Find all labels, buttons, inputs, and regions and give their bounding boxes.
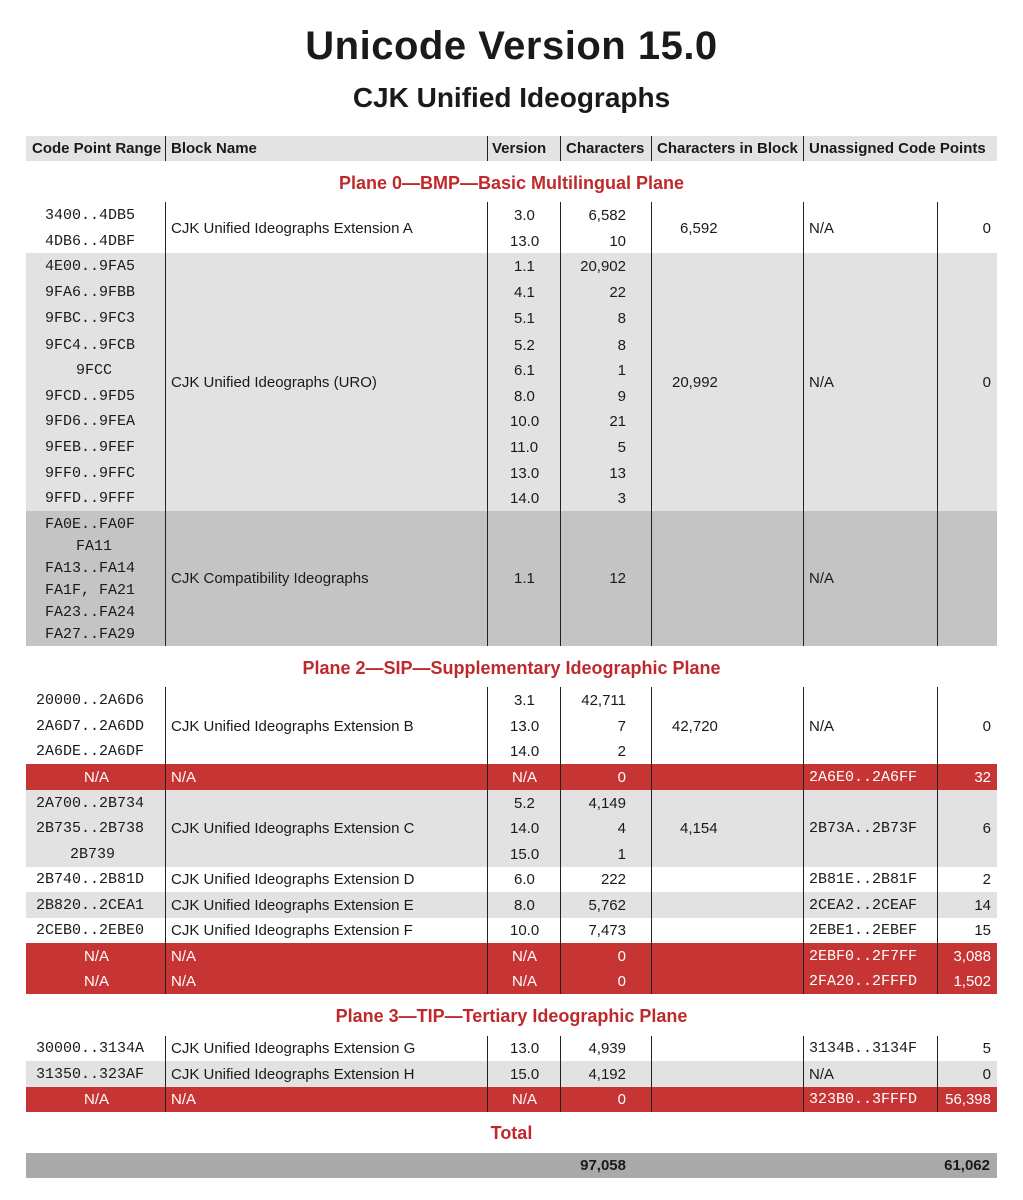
code-range: 4E00..9FA5 [45, 258, 136, 275]
code-range: 4DB6..4DBF [45, 233, 136, 250]
version: N/A [512, 973, 538, 990]
unassigned-range: 2EBF0..2F7FF [809, 948, 918, 965]
version: 8.0 [514, 388, 535, 405]
code-range: N/A [84, 1091, 110, 1108]
code-range: 9FF0..9FFC [45, 465, 136, 482]
code-range: FA1F, FA21 [45, 582, 136, 599]
unassigned-range: 2B73A..2B73F [809, 820, 918, 837]
characters-in-block: 20,992 [672, 374, 718, 391]
block-name: CJK Unified Ideographs Extension D [171, 871, 415, 888]
col-divider [165, 136, 166, 161]
block-name: CJK Unified Ideographs Extension H [171, 1066, 415, 1083]
col-divider [803, 1036, 804, 1112]
block-name: CJK Unified Ideographs Extension B [171, 718, 414, 735]
code-range: N/A [84, 973, 110, 990]
col-divider [937, 202, 938, 646]
version: 13.0 [510, 718, 540, 735]
col-version: Version [492, 140, 547, 157]
code-range: 9FBC..9FC3 [45, 310, 136, 327]
code-range: 9FCD..9FD5 [45, 388, 136, 405]
code-range: 2B739 [70, 846, 116, 863]
unassigned-range: 323B0..3FFFD [809, 1091, 918, 1108]
characters: 3 [617, 490, 626, 507]
code-range: FA0E..FA0F [45, 516, 136, 533]
col-block-name: Block Name [171, 140, 257, 157]
characters: 13 [609, 465, 626, 482]
page-title: Unicode Version 15.0 [305, 24, 718, 68]
unassigned-range: N/A [809, 718, 835, 735]
characters: 4,192 [588, 1066, 626, 1083]
unassigned-range: 2EBE1..2EBEF [809, 922, 918, 939]
unassigned-count: 14 [974, 897, 991, 914]
characters: 0 [617, 948, 626, 965]
code-range: N/A [84, 948, 110, 965]
unassigned-count: 0 [982, 718, 991, 735]
code-range: 30000..3134A [36, 1040, 145, 1057]
characters: 42,711 [581, 692, 626, 709]
version: 15.0 [510, 1066, 540, 1083]
unassigned-range: 2CEA2..2CEAF [809, 897, 918, 914]
unassigned-range: 2FA20..2FFFD [809, 973, 918, 990]
unassigned-range: N/A [809, 374, 835, 391]
code-range: 9FD6..9FEA [45, 413, 136, 430]
version: 3.0 [514, 207, 535, 224]
unassigned-count: 15 [974, 922, 991, 939]
col-divider [651, 136, 652, 161]
characters: 2 [617, 743, 626, 760]
version: 14.0 [510, 743, 540, 760]
version: N/A [512, 1091, 538, 1108]
characters: 5 [617, 439, 626, 456]
characters: 4 [617, 820, 626, 837]
col-divider [487, 202, 488, 646]
characters: 22 [609, 284, 626, 301]
col-divider [803, 136, 804, 161]
unassigned-count: 0 [982, 220, 991, 237]
total-label: Total [490, 1123, 533, 1143]
characters: 4,149 [588, 795, 626, 812]
code-range: FA27..FA29 [45, 626, 136, 643]
characters: 10 [609, 233, 626, 250]
version: N/A [512, 948, 538, 965]
col-divider [560, 136, 561, 161]
block-name: CJK Unified Ideographs Extension E [171, 897, 414, 914]
version: 1.1 [514, 258, 535, 275]
col-divider [803, 687, 804, 994]
col-divider [165, 202, 166, 646]
unassigned-count: 3,088 [953, 948, 991, 965]
block-name: N/A [171, 973, 197, 990]
version: 14.0 [510, 820, 540, 837]
block-name: N/A [171, 948, 197, 965]
characters-in-block: 42,720 [672, 718, 718, 735]
characters: 6,582 [588, 207, 626, 224]
version: 5.2 [514, 795, 535, 812]
block-name: CJK Unified Ideographs Extension C [171, 820, 415, 837]
block-name: CJK Unified Ideographs Extension G [171, 1040, 416, 1057]
code-range: 3400..4DB5 [45, 207, 136, 224]
unassigned-range: 2A6E0..2A6FF [809, 769, 918, 786]
total-bar [26, 1153, 997, 1178]
code-range: FA13..FA14 [45, 560, 136, 577]
col-divider [803, 202, 804, 646]
version: 8.0 [514, 897, 535, 914]
characters: 7,473 [588, 922, 626, 939]
code-range: 20000..2A6D6 [36, 692, 145, 709]
block-name: CJK Unified Ideographs (URO) [171, 374, 377, 391]
version: 6.1 [514, 362, 535, 379]
col-divider [651, 687, 652, 994]
characters: 21 [609, 413, 626, 430]
total-characters: 97,058 [580, 1157, 626, 1174]
characters: 222 [600, 871, 626, 888]
version: 14.0 [510, 490, 540, 507]
col-code-point-range: Code Point Range [32, 140, 162, 157]
code-range: 2A6DE..2A6DF [36, 743, 145, 760]
characters: 5,762 [588, 897, 626, 914]
plane-0-title: Plane 0—BMP—Basic Multilingual Plane [338, 173, 685, 193]
unassigned-count: 1,502 [953, 973, 991, 990]
version: 5.2 [514, 337, 535, 354]
unassigned-count: 6 [982, 820, 991, 837]
unassigned-range: N/A [809, 1066, 835, 1083]
version: 15.0 [510, 846, 540, 863]
code-range: 2CEB0..2EBE0 [36, 922, 145, 939]
version: 10.0 [510, 413, 540, 430]
page-subtitle: CJK Unified Ideographs [352, 82, 671, 113]
characters: 0 [617, 1091, 626, 1108]
unassigned-range: 2B81E..2B81F [809, 871, 918, 888]
code-range: FA23..FA24 [45, 604, 136, 621]
unassigned-count: 0 [982, 374, 991, 391]
unassigned-range: N/A [809, 220, 835, 237]
code-range: 2B820..2CEA1 [36, 897, 145, 914]
code-range: FA11 [76, 538, 113, 555]
code-range: 2A700..2B734 [36, 795, 145, 812]
col-characters-in-block: Characters in Block [657, 140, 798, 157]
version: 10.0 [510, 922, 540, 939]
version: 11.0 [510, 439, 539, 456]
characters: 1 [617, 362, 626, 379]
unassigned-range: N/A [809, 570, 835, 587]
code-range: 9FA6..9FBB [45, 284, 136, 301]
unassigned-count: 56,398 [945, 1091, 991, 1108]
version: 1.1 [514, 570, 535, 587]
col-divider [165, 687, 166, 994]
unassigned-count: 0 [982, 1066, 991, 1083]
col-divider [165, 1036, 166, 1112]
version: 6.0 [514, 871, 535, 888]
block-name: N/A [171, 769, 197, 786]
block-name: CJK Unified Ideographs Extension A [171, 220, 413, 237]
characters: 8 [617, 337, 626, 354]
block-name: CJK Compatibility Ideographs [171, 570, 369, 587]
characters: 20,902 [580, 258, 626, 275]
block-name: N/A [171, 1091, 197, 1108]
unassigned-count: 32 [974, 769, 991, 786]
code-range: 9FCC [76, 362, 113, 379]
version: 3.1 [514, 692, 535, 709]
version: 4.1 [514, 284, 535, 301]
characters: 4,939 [588, 1040, 626, 1057]
version: 13.0 [510, 233, 540, 250]
col-divider [651, 202, 652, 646]
col-divider [487, 136, 488, 161]
characters: 0 [617, 973, 626, 990]
col-divider [651, 1036, 652, 1112]
code-range: 9FEB..9FEF [45, 439, 136, 456]
code-range: 9FFD..9FFF [45, 490, 136, 507]
code-range: 2A6D7..2A6DD [36, 718, 145, 735]
version: 5.1 [514, 310, 535, 327]
code-range: N/A [84, 769, 110, 786]
characters-in-block: 4,154 [680, 820, 718, 837]
total-unassigned: 61,062 [944, 1157, 990, 1174]
characters: 8 [617, 310, 626, 327]
unassigned-count: 5 [982, 1040, 991, 1057]
block-name: CJK Unified Ideographs Extension F [171, 922, 413, 939]
code-range: 31350..323AF [36, 1066, 145, 1083]
unassigned-count: 2 [982, 871, 991, 888]
version: N/A [512, 769, 538, 786]
characters-in-block: 6,592 [680, 220, 718, 237]
unassigned-range: 3134B..3134F [809, 1040, 918, 1057]
col-characters: Characters [566, 140, 645, 157]
code-range: 2B735..2B738 [36, 820, 145, 837]
plane-2-title: Plane 2—SIP—Supplementary Ideographic Plane [302, 658, 721, 678]
plane-3-title: Plane 3—TIP—Tertiary Ideographic Plane [335, 1006, 688, 1026]
col-unassigned-code-points: Unassigned Code Points [809, 140, 986, 157]
code-range: 2B740..2B81D [36, 871, 145, 888]
code-range: 9FC4..9FCB [45, 337, 136, 354]
characters: 9 [617, 388, 626, 405]
version: 13.0 [510, 465, 540, 482]
characters: 0 [617, 769, 626, 786]
col-divider [487, 687, 488, 994]
characters: 12 [609, 570, 626, 587]
characters: 7 [617, 718, 626, 735]
version: 13.0 [510, 1040, 540, 1057]
characters: 1 [617, 846, 626, 863]
col-divider [487, 1036, 488, 1112]
